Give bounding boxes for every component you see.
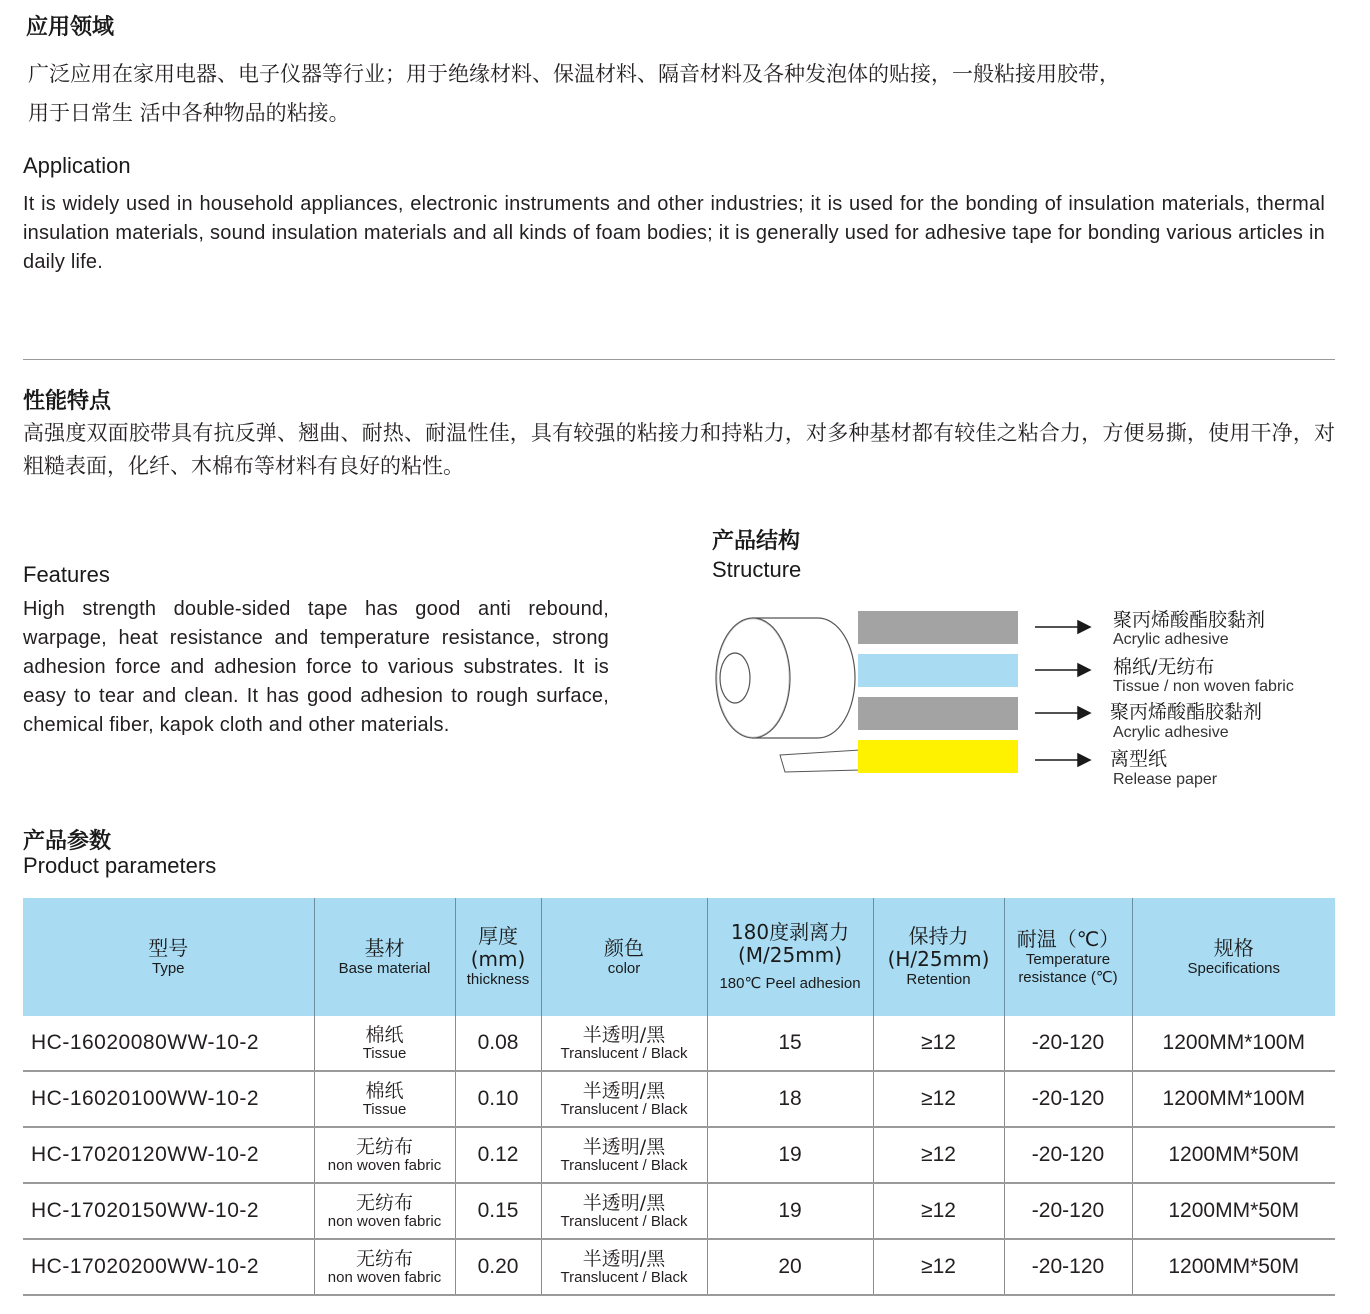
cell-temperature: -20-120 <box>1004 1239 1132 1295</box>
cell-color: 半透明/黑 Translucent / Black <box>541 1071 707 1127</box>
layer-label-en: Tissue / non woven fabric <box>1113 678 1294 695</box>
cell-retention: ≥12 <box>873 1016 1004 1071</box>
cell-temperature: -20-120 <box>1004 1127 1132 1183</box>
cell-specifications: 1200MM*100M <box>1132 1071 1335 1127</box>
cell-temperature: -20-120 <box>1004 1071 1132 1127</box>
cell-color: 半透明/黑 Translucent / Black <box>541 1016 707 1071</box>
parameters-table <box>23 898 1335 1296</box>
cell-type: HC-16020100WW-10-2 <box>23 1071 314 1127</box>
cell-color: 半透明/黑 Translucent / Black <box>541 1127 707 1183</box>
cell-base-material: 棉纸 Tissue <box>314 1071 455 1127</box>
structure-title-en: Structure <box>712 557 802 582</box>
layer-label-cn: 离型纸 <box>1110 748 1168 770</box>
parameters-title-en: Product parameters <box>23 853 217 878</box>
section-divider <box>23 359 1335 360</box>
parameters-title-cn: 产品参数 <box>23 829 112 854</box>
features-text-en: High strength double-sided tape has good anti rebound, warpage, heat resistance and temperature resistance, strong adhesion force and adhesion force to various substrates. It is easy to tear and clean. It has good adhesion to rough surface, chemical fiber, kapok cloth and other materials. <box>23 598 609 736</box>
header-retention: 保持力 (H/25mm) Retention <box>873 898 1004 1016</box>
cell-temperature: -20-120 <box>1004 1183 1132 1239</box>
features-title-en: Features <box>23 562 110 587</box>
layer-label-en: Acrylic adhesive <box>1113 724 1229 741</box>
cell-color: 半透明/黑 Translucent / Black <box>541 1239 707 1295</box>
features-text-cn: 高强度双面胶带具有抗反弹、翘曲、耐热、耐温性佳，具有较强的粘接力和持粘力，对多种基材都有较佳之粘合力，方便易撕，使用干净，对粗糙表面，化纤、木棉布等材料有良好的粘性。 <box>23 421 1335 478</box>
application-text-en: It is widely used in household appliances, electronic instruments and other industries; it is used for the bonding of insulation materials, thermal insulation materials, sound insulation materials and all kinds of foam bodies; it is generally used for adhesive tape for bonding various articles in daily life. <box>23 193 1325 273</box>
header-type: 型号 Type <box>23 898 314 1016</box>
structure-title-cn: 产品结构 <box>712 529 801 554</box>
cell-thickness: 0.20 <box>455 1239 541 1295</box>
cell-peel: 20 <box>707 1239 873 1295</box>
layer-release-paper <box>858 740 1018 773</box>
cell-type: HC-17020120WW-10-2 <box>23 1127 314 1183</box>
cell-type: HC-16020080WW-10-2 <box>23 1016 314 1071</box>
cell-type: HC-17020200WW-10-2 <box>23 1239 314 1295</box>
application-text-cn-1: 广泛应用在家用电器、电子仪器等行业；用于绝缘材料、保温材料、隔音材料及各种发泡体的贴接，一般粘接用胶带， <box>28 62 1120 86</box>
cell-thickness: 0.15 <box>455 1183 541 1239</box>
cell-retention: ≥12 <box>873 1239 1004 1295</box>
cell-specifications: 1200MM*100M <box>1132 1016 1335 1071</box>
cell-base-material: 棉纸 Tissue <box>314 1016 455 1071</box>
cell-retention: ≥12 <box>873 1071 1004 1127</box>
header-color: 颜色 color <box>541 898 707 1016</box>
features-title-cn: 性能特点 <box>23 389 112 414</box>
cell-peel: 18 <box>707 1071 873 1127</box>
header-peel-adhesion: 180度剥离力 (M/25mm) 180℃ Peel adhesion <box>707 898 873 1016</box>
cell-thickness: 0.12 <box>455 1127 541 1183</box>
table-row <box>23 1071 1335 1127</box>
layer-label-cn: 棉纸/无纺布 <box>1113 656 1215 678</box>
application-title-en: Application <box>23 153 131 178</box>
layer-label-en: Acrylic adhesive <box>1113 631 1229 648</box>
header-temperature: 耐温（℃） Temperature resistance (℃) <box>1004 898 1132 1016</box>
layer-acrylic-adhesive-bottom <box>858 697 1018 730</box>
cell-base-material: 无纺布 non woven fabric <box>314 1239 455 1295</box>
cell-temperature: -20-120 <box>1004 1016 1132 1071</box>
layer-label-cn: 聚丙烯酸酯胶黏剂 <box>1113 609 1266 631</box>
cell-peel: 19 <box>707 1183 873 1239</box>
table-row <box>23 1016 1335 1071</box>
cell-thickness: 0.10 <box>455 1071 541 1127</box>
application-title-cn: 应用领域 <box>26 15 115 40</box>
cell-base-material: 无纺布 non woven fabric <box>314 1127 455 1183</box>
cell-color: 半透明/黑 Translucent / Black <box>541 1183 707 1239</box>
cell-retention: ≥12 <box>873 1183 1004 1239</box>
cell-peel: 19 <box>707 1127 873 1183</box>
cell-specifications: 1200MM*50M <box>1132 1239 1335 1295</box>
table-row <box>23 1239 1335 1295</box>
layer-acrylic-adhesive-top <box>858 611 1018 644</box>
layer-tissue <box>858 654 1018 687</box>
header-specifications: 规格 Specifications <box>1132 898 1335 1016</box>
layer-label-en: Release paper <box>1113 771 1218 788</box>
cell-type: HC-17020150WW-10-2 <box>23 1183 314 1239</box>
cell-thickness: 0.08 <box>455 1016 541 1071</box>
layer-label-cn: 聚丙烯酸酯胶黏剂 <box>1110 701 1263 723</box>
cell-specifications: 1200MM*50M <box>1132 1127 1335 1183</box>
table-row <box>23 1127 1335 1183</box>
cell-peel: 15 <box>707 1016 873 1071</box>
header-thickness: 厚度 (mm) thickness <box>455 898 541 1016</box>
cell-base-material: 无纺布 non woven fabric <box>314 1183 455 1239</box>
cell-specifications: 1200MM*50M <box>1132 1183 1335 1239</box>
application-text-cn-2: 用于日常生 活中各种物品的粘接。 <box>28 101 350 125</box>
table-header-row <box>23 898 1335 1016</box>
table-row <box>23 1183 1335 1239</box>
header-base-material: 基材 Base material <box>314 898 455 1016</box>
cell-retention: ≥12 <box>873 1127 1004 1183</box>
